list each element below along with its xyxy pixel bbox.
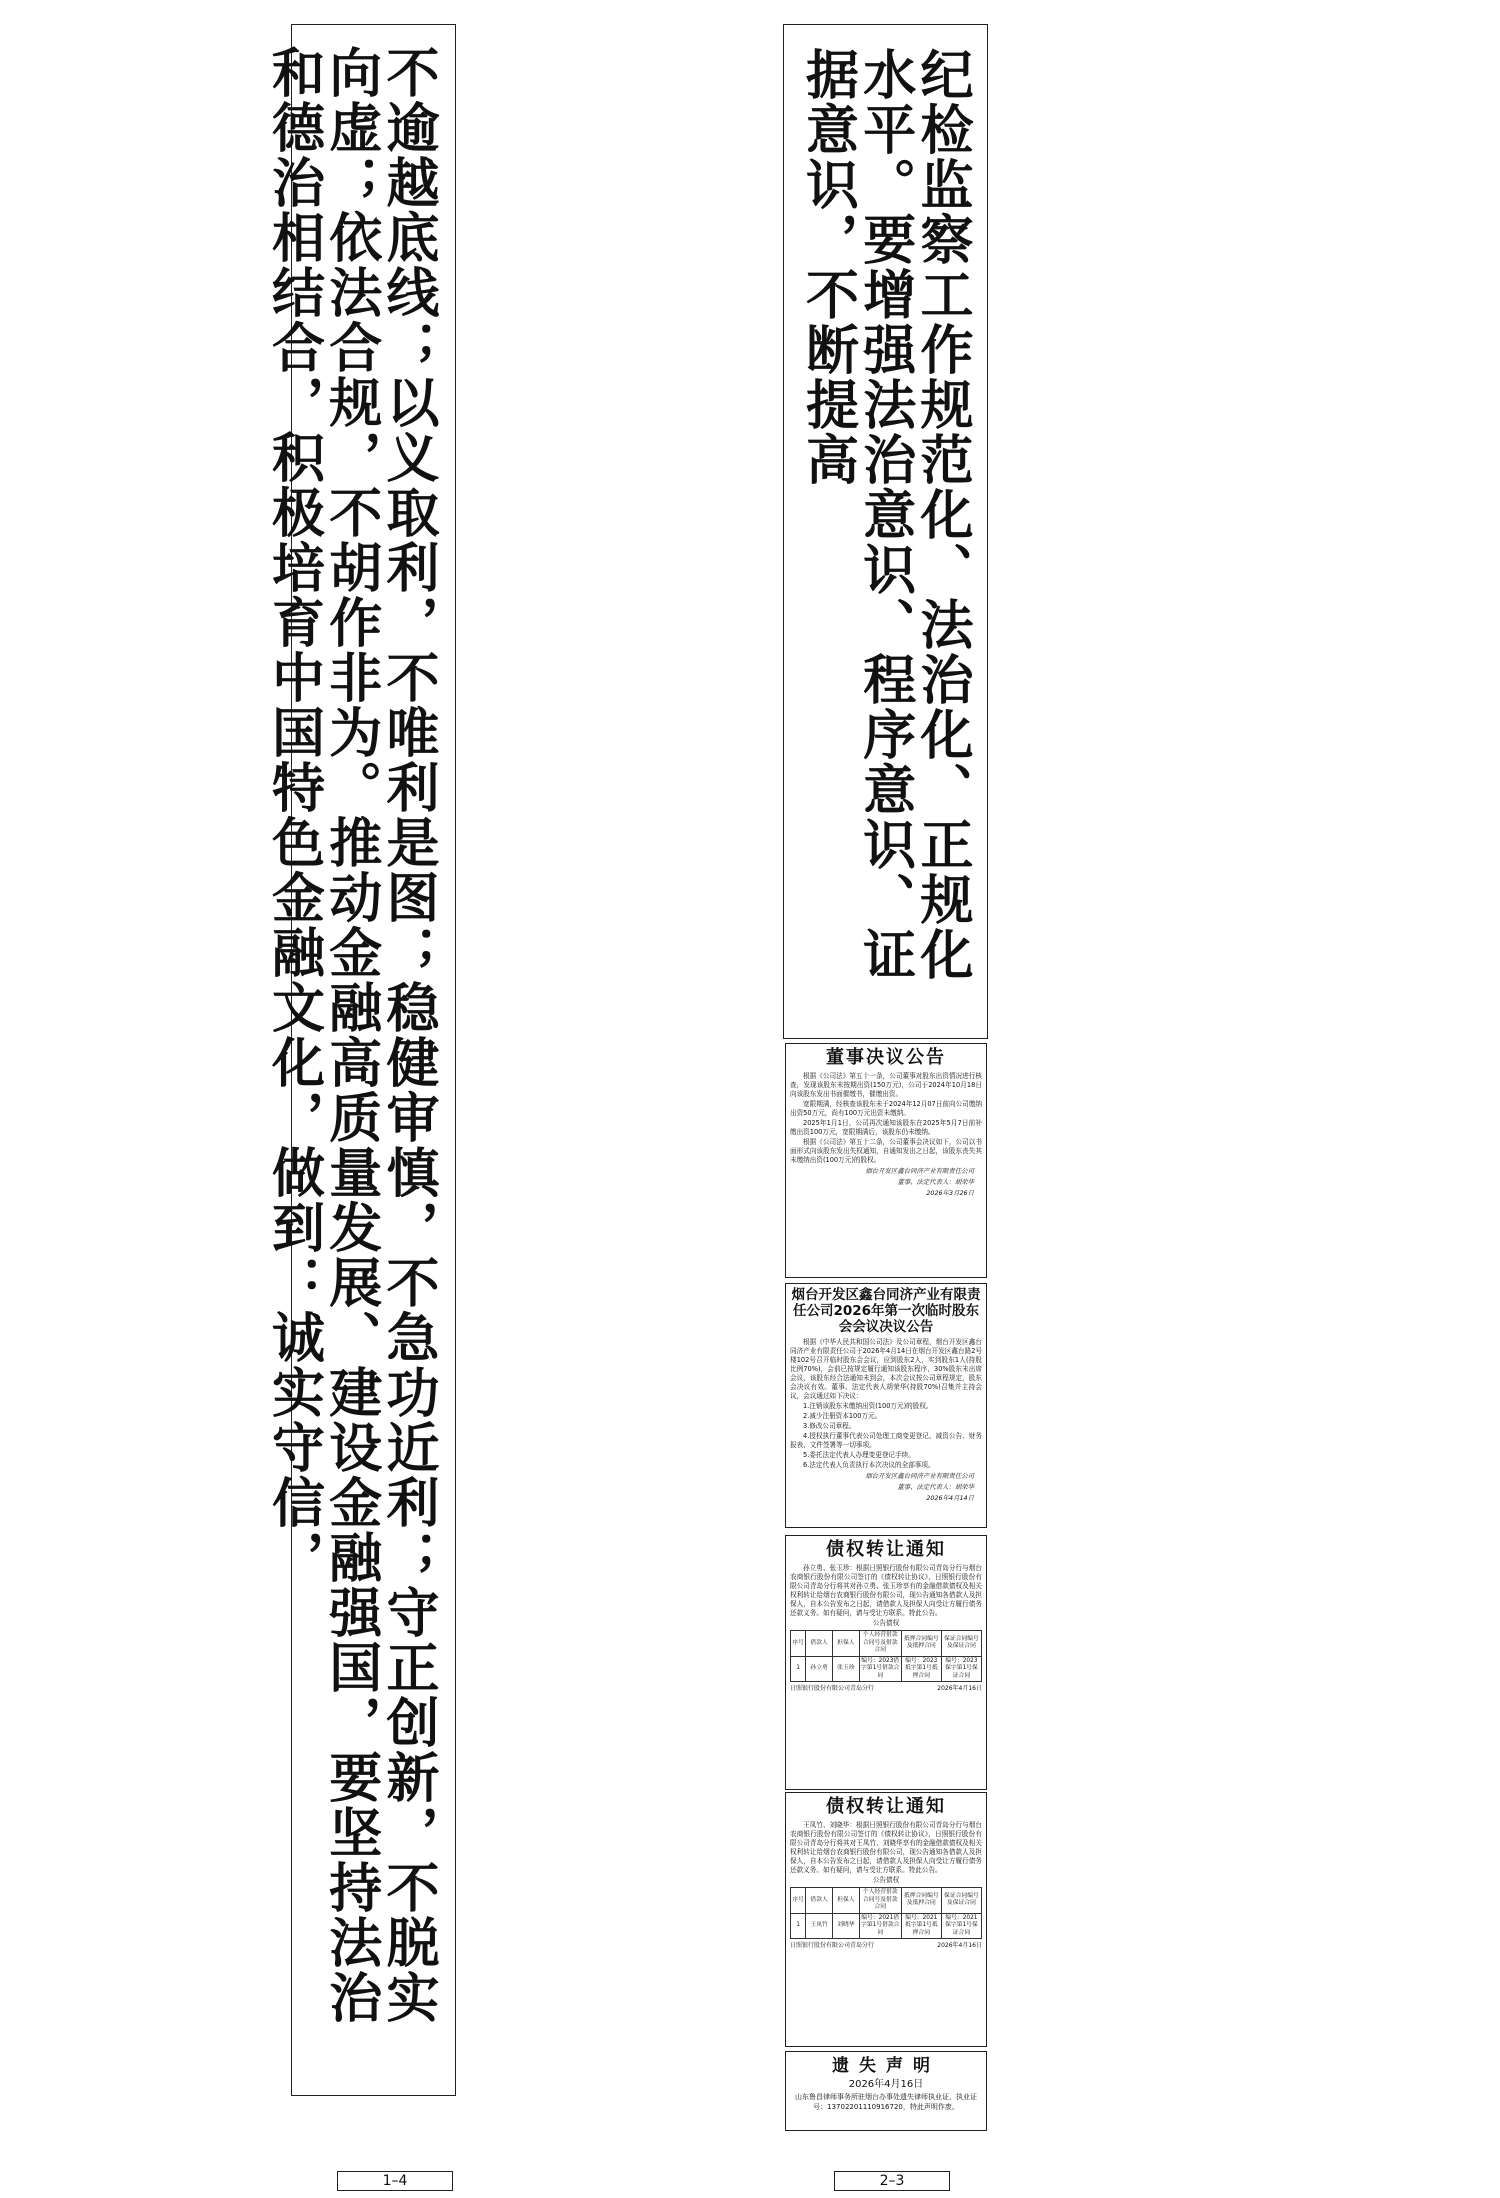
- notice-company: 烟台开发区鑫台同济产业有限责任公司: [865, 1472, 974, 1480]
- table-cell: 张玉珍: [833, 1656, 860, 1682]
- right-vertical-column: [783, 24, 988, 1039]
- table-header-row: [791, 1631, 982, 1657]
- notice-title: 董事决议公告: [826, 1047, 946, 1068]
- notice-title: 债权转让通知: [826, 1796, 946, 1817]
- notice-footer-date: 2026年4月16日: [937, 1685, 982, 1692]
- table-row: [791, 1913, 982, 1939]
- notice-date: 2026年3月26日: [926, 1189, 974, 1197]
- notice-body: 孙立勇、张玉珍：根据日照银行股份有限公司青岛分行与烟台农商银行股份有限公司签订的《债权转让协议》，日照银行股份有限公司青岛分行将其对孙立勇、张玉珍享有的金融借款债权及相关权利转让给烟台农商银行股份有限公司，现公告通知各借款人及担保人，自本公告发布之日起，请借款人及担保人向受让方履行债务还款义务。如有疑问，请与受让方联系。特此公告。: [790, 1564, 982, 1617]
- table-header: 保证合同编号及保证合同: [941, 1888, 981, 1914]
- lost-statement-notice: [785, 2051, 987, 2131]
- table-cell: 编号：2023借字第1号借款合同: [859, 1656, 901, 1682]
- table-cell: 孙立勇: [806, 1656, 833, 1682]
- right-column-text: 纪检监察工作规范化、法治化、正规化水平。要增强法治意识、程序意识、证据意识，不断提高: [797, 47, 974, 982]
- notice-body: 山东鲁昌律师事务所驻烟台办事处遗失律师执业证，执业证号：13702201110916720，特此声明作废。: [795, 2093, 977, 2111]
- table-cell: 王凤竹: [806, 1913, 833, 1939]
- table-header: 个人经营借款合同号及借款合同: [859, 1888, 901, 1914]
- debt-transfer-notice-1: [785, 1535, 987, 1790]
- debt-table: [790, 1630, 982, 1682]
- table-header-row: [791, 1888, 982, 1914]
- notice-paragraph: 根据《公司法》第五十二条，公司董事会决议如下，公司以书面形式向该股东发出失权通知，自通知发出之日起，该股东丧失其未缴纳出资(100万元)的股权。: [790, 1138, 982, 1164]
- notice-announcer: 公告债权: [872, 1876, 900, 1884]
- notice-footer: [790, 1941, 982, 1950]
- notice-paragraph: 根据《中华人民共和国公司法》及公司章程，烟台开发区鑫台同济产业有限责任公司于2026年4月14日在烟台开发区鑫台路2号楼102号召开临时股东会会议，应到股东2人，实到股东1人(持股比例70%)，会前已按规定履行通知该股东程序，30%股东未出席会议，该股东经合法通知未到会，本次会议按公司章程规定，股东会决议有效。董事、法定代表人胡荣华(持股70%)召集并主持会议，会议通过如下决议：: [790, 1338, 982, 1400]
- notice-paragraph: 根据《公司法》第五十一条，公司董事对股东出资情况进行核查，发现该股东未按期出资(150万元)，公司于2024年10月18日向该股东发出书面催缴书，催缴出资。: [790, 1072, 982, 1098]
- notice-signer: 董事、法定代表人：胡荣华: [897, 1178, 974, 1186]
- table-cell: 编号：2021借字第1号借款合同: [859, 1913, 901, 1939]
- shareholder-meeting-notice: [785, 1283, 987, 1528]
- page-label-right: 2–3: [834, 2171, 950, 2191]
- left-column-text: 不逾越底线；以义取利，不唯利是图；稳健审慎，不急功近利；守正创新，不脱实向虚；依法合规，不胡作非为。推动金融高质量发展、建设金融强国，要坚持法治和德治相结合，积极培育中国特色金融文化，做到：诚实守信，: [263, 45, 440, 2025]
- notice-company: 烟台开发区鑫台同济产业有限责任公司: [865, 1167, 974, 1175]
- notice-paragraph: 5.委托法定代表人办理变更登记手续。: [803, 1451, 915, 1459]
- table-cell: 1: [791, 1656, 806, 1682]
- table-cell: 编号：2023保字第1号保证合同: [941, 1656, 981, 1682]
- table-header: 抵押合同编号及抵押合同: [901, 1631, 941, 1657]
- notice-footer-org: 日照银行股份有限公司青岛分行: [790, 1685, 875, 1692]
- notice-title: 债权转让通知: [826, 1539, 946, 1560]
- page-label-left: 1–4: [337, 2171, 453, 2191]
- notice-title: 烟台开发区鑫台同济产业有限责任公司2026年第一次临时股东会会议决议公告: [791, 1287, 981, 1335]
- debt-table: [790, 1887, 982, 1939]
- table-cell: 编号：2023抵字第1号抵押合同: [901, 1656, 941, 1682]
- notice-footer: [790, 1684, 982, 1693]
- notice-paragraph: 4.授权执行董事代表公司处理工商变更登记、减资公告、财务报表、文件签署等一切事项。: [790, 1432, 982, 1449]
- table-header: 借款人: [806, 1631, 833, 1657]
- board-resolution-notice: [785, 1043, 987, 1278]
- notice-paragraph: 2.减少注册资本100万元。: [803, 1412, 882, 1420]
- table-header: 序号: [791, 1631, 806, 1657]
- table-header: 序号: [791, 1888, 806, 1914]
- table-cell: 编号：2021保字第1号保证合同: [941, 1913, 981, 1939]
- table-cell: 刘晓华: [833, 1913, 860, 1939]
- debt-transfer-notice-2: [785, 1792, 987, 2047]
- notice-date: 2026年4月14日: [926, 1494, 974, 1502]
- notice-footer-date: 2026年4月16日: [937, 1942, 982, 1949]
- left-vertical-column: [263, 24, 456, 2096]
- table-header: 担保人: [833, 1888, 860, 1914]
- table-header: 担保人: [833, 1631, 860, 1657]
- notice-date: 2026年4月16日: [848, 2079, 924, 2090]
- notice-paragraph: 3.修改公司章程。: [803, 1422, 856, 1430]
- notice-body: 王凤竹、刘晓华：根据日照银行股份有限公司青岛分行与烟台农商银行股份有限公司签订的《债权转让协议》，日照银行股份有限公司青岛分行将其对王凤竹、刘晓华享有的金融借款债权及相关权利转让给烟台农商银行股份有限公司，现公告通知各借款人及担保人，自本公告发布之日起，请借款人及担保人向受让方履行债务还款义务。如有疑问，请与受让方联系。特此公告。: [790, 1821, 982, 1874]
- notice-paragraph: 6.法定代表人负责执行本次决议的全部事项。: [803, 1461, 935, 1469]
- notice-paragraph: 1.注销该股东未缴纳出资(100万元)的股权。: [803, 1402, 933, 1410]
- table-cell: 1: [791, 1913, 806, 1939]
- table-row: [791, 1656, 982, 1682]
- notice-paragraph: 2025年1月1日，公司再次通知该股东在2025年5月7日前补缴出资100万元，宽限期满后，该股东仍未缴纳。: [790, 1119, 982, 1136]
- table-header: 抵押合同编号及抵押合同: [901, 1888, 941, 1914]
- table-header: 个人经营借款合同号及借款合同: [859, 1631, 901, 1657]
- table-header: 保证合同编号及保证合同: [941, 1631, 981, 1657]
- notice-signer: 董事、法定代表人：胡荣华: [897, 1483, 974, 1491]
- notice-title: 遗失声明: [832, 2056, 940, 2076]
- notice-paragraph: 宽限期满，经核查该股东未于2024年12月07日前向公司缴纳出资50万元，尚有100万元出资未缴纳。: [790, 1100, 982, 1117]
- notice-announcer: 公告债权: [872, 1619, 900, 1627]
- notice-footer-org: 日照银行股份有限公司青岛分行: [790, 1942, 875, 1949]
- table-header: 借款人: [806, 1888, 833, 1914]
- table-cell: 编号：2021抵字第1号抵押合同: [901, 1913, 941, 1939]
